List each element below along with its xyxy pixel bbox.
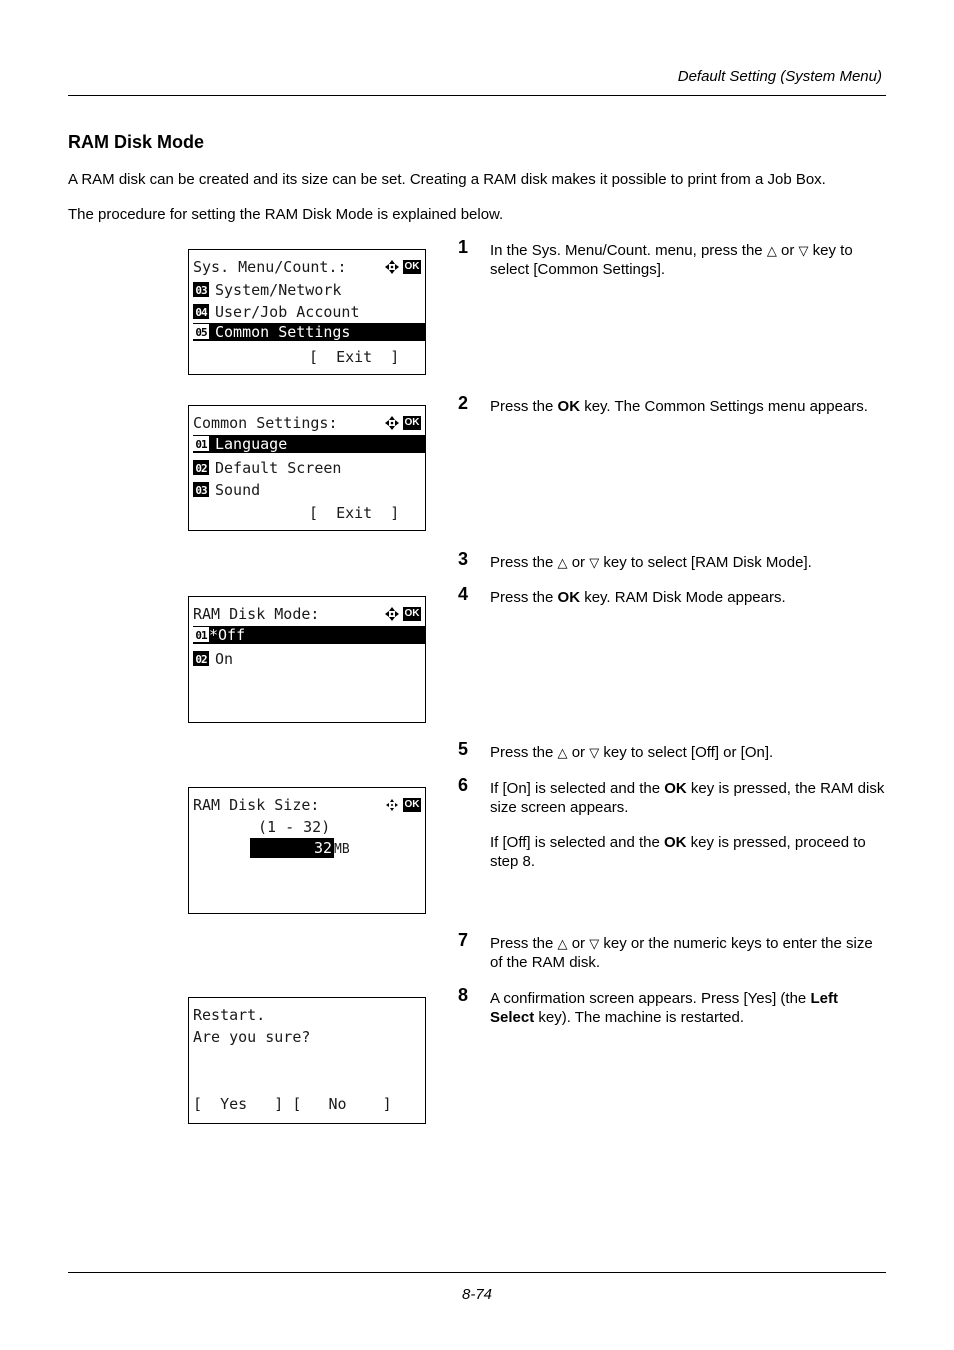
screen-title: Common Settings:: [193, 414, 338, 432]
exit-softkey: [ Exit ]: [309, 504, 400, 522]
screen-title: RAM Disk Mode:: [193, 605, 320, 623]
size-entry: [250, 838, 425, 858]
ok-key-icon: OK: [404, 799, 420, 810]
down-triangle-icon: ▽: [798, 243, 809, 258]
item-number: 04: [193, 304, 209, 319]
dpad-icon: [384, 415, 400, 431]
item-label: *Off: [209, 626, 246, 644]
down-triangle-icon: ▽: [589, 555, 600, 570]
size-value: 32: [250, 838, 334, 858]
nav-icons: [384, 797, 421, 813]
step-text: If [On] is selected and the OK key is pressed, the RAM disk size screen appears. If [Off] is selected and the OK key is pressed, proceed to step 8.: [490, 780, 885, 870]
size-unit: MB: [334, 842, 350, 857]
item-number: 03: [193, 482, 209, 497]
item-label: Sound: [215, 481, 261, 499]
step-number: 4: [458, 584, 469, 604]
nav-icons: [384, 259, 421, 275]
step-text: Press the △ or ▽ key to select [Off] or [On].: [490, 744, 774, 761]
dpad-icon: [384, 259, 400, 275]
lcd-screen-common-settings: [188, 405, 426, 531]
step-number: 1: [458, 237, 469, 257]
intro-paragraph-2: The procedure for setting the RAM Disk Mode is explained below.: [68, 206, 504, 223]
item-label: Default Screen: [215, 459, 342, 477]
item-label: Language: [215, 435, 288, 453]
down-triangle-icon: ▽: [589, 745, 600, 760]
up-triangle-icon: △: [557, 555, 568, 570]
confirm-line-1: Restart.: [193, 1006, 266, 1024]
item-label: On: [215, 650, 234, 668]
header-rule: [68, 95, 886, 96]
header-title: Default Setting (System Menu): [677, 68, 882, 85]
intro-paragraph-1: A RAM disk can be created and its size can be set. Creating a RAM disk makes it possible to print from a Job Box.: [68, 171, 826, 188]
down-triangle-icon: ▽: [589, 936, 600, 951]
step-number: 2: [458, 393, 469, 413]
item-number: 01: [193, 436, 209, 451]
step-number: 6: [458, 775, 469, 795]
menu-item: [193, 302, 425, 322]
step-text: A confirmation screen appears. Press [Yes] (the Left Select key). The machine is restarted.: [490, 990, 838, 1026]
menu-item: [193, 480, 425, 500]
item-label: Common Settings: [215, 323, 351, 341]
step-text: In the Sys. Menu/Count. menu, press the △ or ▽ key to select [Common Settings].: [490, 242, 853, 278]
menu-item-selected: [193, 626, 425, 644]
menu-item: [193, 458, 425, 478]
up-triangle-icon: △: [557, 745, 568, 760]
step-text: Press the △ or ▽ key or the numeric keys to enter the size of the RAM disk.: [490, 935, 873, 971]
step-text: Press the OK key. The Common Settings menu appears.: [490, 398, 868, 415]
step-number: 7: [458, 930, 469, 950]
item-number: 05: [193, 324, 209, 339]
lcd-screen-ram-disk-mode: [188, 596, 426, 723]
section-title: RAM Disk Mode: [68, 132, 205, 152]
screen-title: RAM Disk Size:: [193, 796, 320, 814]
lcd-screen-sys-menu: [188, 249, 426, 375]
menu-item-selected: [193, 435, 425, 453]
nav-icons: [384, 415, 421, 431]
menu-item: [193, 649, 425, 669]
item-number: 01: [193, 627, 209, 642]
yes-no-softkeys: [ Yes ] [ No ]: [193, 1095, 392, 1113]
step-number: 5: [458, 739, 469, 759]
item-number: 02: [193, 460, 209, 475]
up-triangle-icon: △: [557, 936, 568, 951]
item-label: User/Job Account: [215, 303, 360, 321]
item-label: System/Network: [215, 281, 342, 299]
item-number: 02: [193, 651, 209, 666]
screen-title: Sys. Menu/Count.:: [193, 258, 347, 276]
size-range: (1 - 32): [258, 818, 331, 836]
ok-key-icon: OK: [404, 261, 420, 272]
step-text: Press the OK key. RAM Disk Mode appears.: [490, 589, 786, 606]
confirm-line-2: Are you sure?: [193, 1028, 311, 1046]
step-number: 3: [458, 549, 469, 569]
nav-icons: [384, 606, 421, 622]
exit-softkey: [ Exit ]: [309, 348, 400, 366]
dpad-icon: [384, 606, 400, 622]
menu-item: [193, 280, 425, 300]
dpad-icon: [384, 797, 400, 813]
step-number: 8: [458, 985, 469, 1005]
step-text: Press the △ or ▽ key to select [RAM Disk Mode].: [490, 554, 812, 571]
page-number: 8-74: [461, 1286, 493, 1303]
up-triangle-icon: △: [766, 243, 777, 258]
menu-item-selected: [193, 323, 425, 341]
ok-key-icon: OK: [404, 608, 420, 619]
footer-rule: [68, 1272, 886, 1273]
ok-key-icon: OK: [404, 417, 420, 428]
lcd-screen-ram-disk-size: [188, 787, 426, 914]
lcd-screen-restart-confirm: [188, 997, 426, 1124]
item-number: 03: [193, 282, 209, 297]
